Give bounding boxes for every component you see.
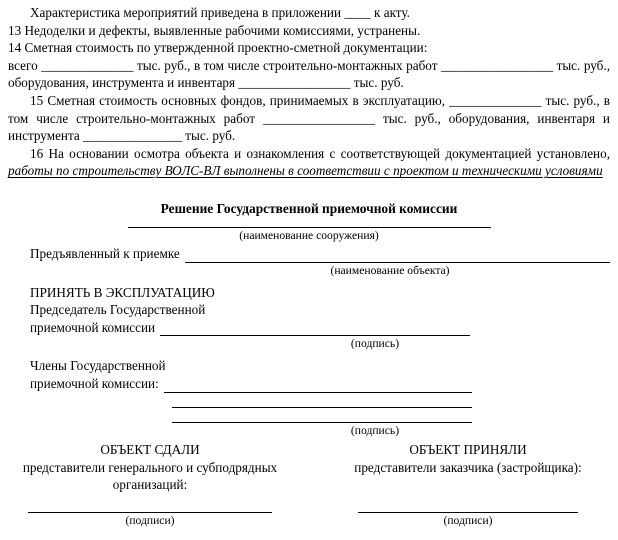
members-label-line1: Члены Государственной [30,358,166,374]
structure-name-field [8,227,610,243]
footer-column-handover [8,441,292,528]
chairman-signature-caption: (подпись) [350,337,400,351]
clause-14-intro: 14 Сметная стоимость по утвержденной проектно-сметной документации: [8,40,428,56]
footer-columns [8,441,610,528]
handover-signature-caption: (подписи) [125,514,175,527]
chairman-signature-rule[interactable] [160,321,470,336]
members-signature-row-1 [30,375,610,393]
object-name-caption: (наименование объекта) [330,263,450,277]
members-signature-rule-3[interactable] [172,408,472,423]
members-block [8,357,610,437]
members-label-line2: приемочной комиссии: [30,375,159,391]
clause-15: 15 Сметная стоимость основных фондов, принимаемых в эксплуатацию, ______________ тыс. руб., в том числе строительно-монтажных работ _________________ тыс. руб., оборудования, инвентаря и инструмента _______________ тыс. руб. [8,92,610,144]
chairman-signature-row [30,319,610,337]
accept-title: ОБЪЕКТ ПРИНЯЛИ [409,442,527,458]
presented-field [8,245,610,278]
acceptance-block [8,284,610,352]
handover-subtitle-line1: представители генерального и субподрядных [22,459,278,475]
footer-column-accept [326,441,610,528]
presented-row [30,245,610,263]
chairman-label-line1: Председатель Государственной [30,302,206,318]
handover-subtitle-line2: организаций: [112,477,188,493]
accept-label: ПРИНЯТЬ В ЭКСПЛУАТАЦИЮ [30,284,215,300]
clause-16-prefix: 16 На основании осмотра объекта и ознакомления с соответствующей документацией установлено, [30,145,610,161]
presented-input-rule[interactable] [185,248,610,263]
chairman-label-line2: приемочной комиссии [30,319,156,335]
handover-title: ОБЪЕКТ СДАЛИ [100,442,200,458]
presented-label: Предъявленный к приемке [30,245,180,261]
accept-signature-caption: (подписи) [443,514,493,527]
members-signature-caption: (подпись) [350,423,400,437]
clause-13: 13 Недоделки и дефекты, выявленные рабочими комиссиями, устранены. [8,22,421,38]
clause-16-filled-value: работы по строительству ВОЛС-ВЛ выполнены в соответствии с проектом и техническими условиями [8,163,603,179]
decision-title: Решение Государственной приемочной комиссии [160,200,458,216]
structure-name-caption: (наименование сооружения) [239,228,379,242]
clause-14-body: всего ______________ тыс. руб., в том числе строительно-монтажных работ _________________ тыс. руб., оборудования, инструмента и инвентаря _________________ тыс. руб. [8,57,610,91]
members-signature-rule-2[interactable] [172,393,472,408]
clause-12-tail: Характеристика мероприятий приведена в приложении ____ к акту. [30,5,410,20]
members-signature-rule-1[interactable] [164,378,472,393]
members-signature-row-3 [30,408,610,423]
accept-subtitle-line2 [326,476,610,494]
members-signature-row-2 [30,393,610,408]
clause-16 [8,145,610,180]
accept-subtitle-line1: представители заказчика (застройщика): [354,459,582,475]
